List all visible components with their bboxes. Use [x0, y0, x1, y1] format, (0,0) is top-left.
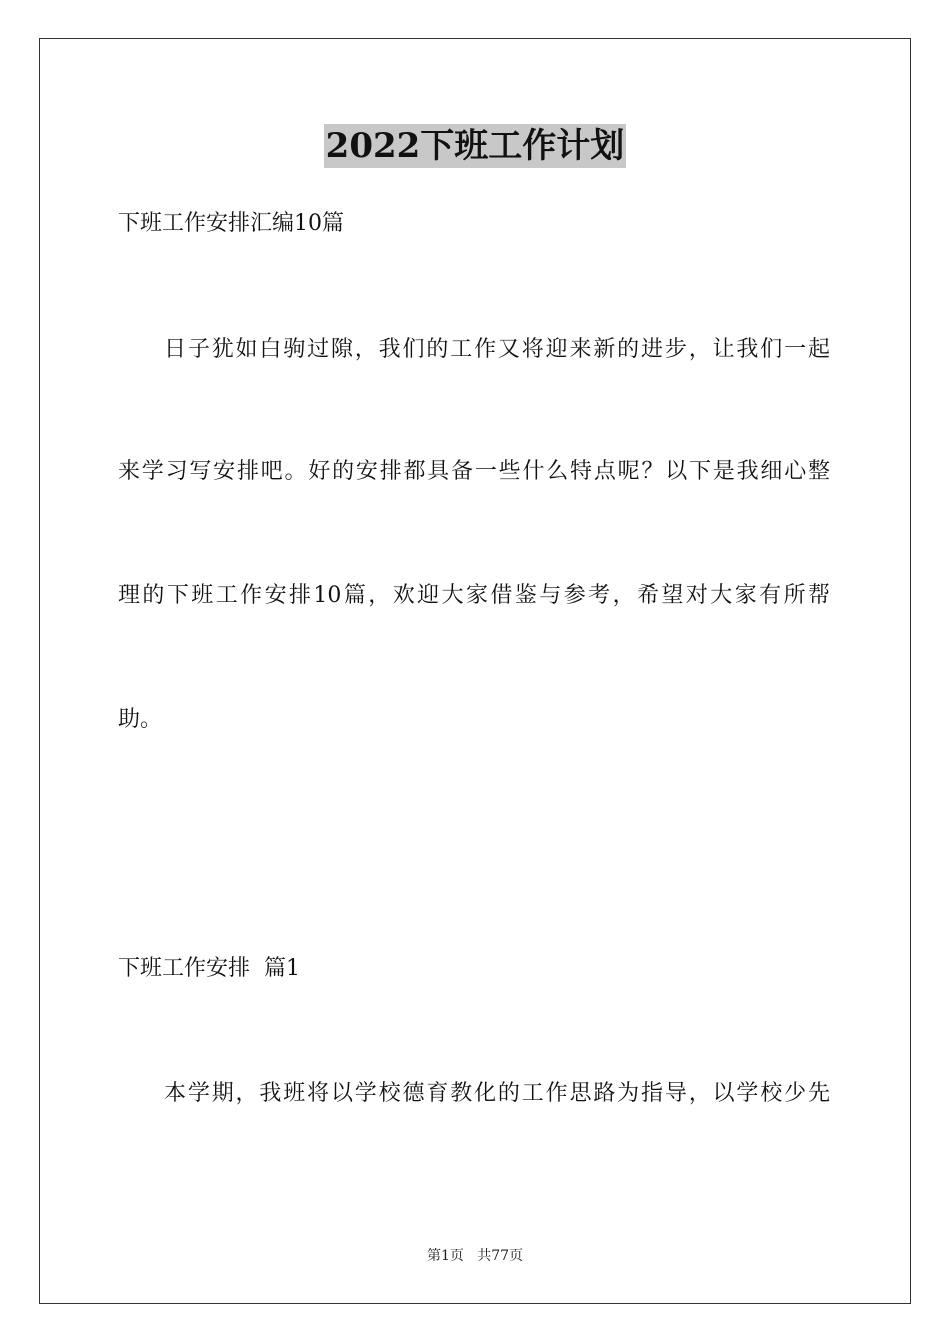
document-subtitle: 下班工作安排汇编10篇: [118, 211, 344, 236]
intro-line-4: 助。: [118, 707, 163, 732]
title-container: [0, 124, 950, 168]
page-footer: 第1页 共77页: [426, 1248, 524, 1264]
intro-line-1: 日子犹如白驹过隙，我们的工作又将迎来新的进步，让我们一起: [164, 337, 830, 362]
intro-line-2: 来学习写安排吧。好的安排都具备一些什么特点呢？以下是我细心整: [118, 459, 830, 484]
intro-line-3: 理的下班工作安排10篇，欢迎大家借鉴与参考，希望对大家有所帮: [118, 583, 830, 608]
document-title: 2022下班工作计划: [325, 126, 625, 166]
section-heading: 下班工作安排 篇1: [118, 956, 300, 981]
section-paragraph-line-1: 本学期，我班将以学校德育教化的工作思路为指导，以学校少先: [164, 1081, 830, 1106]
